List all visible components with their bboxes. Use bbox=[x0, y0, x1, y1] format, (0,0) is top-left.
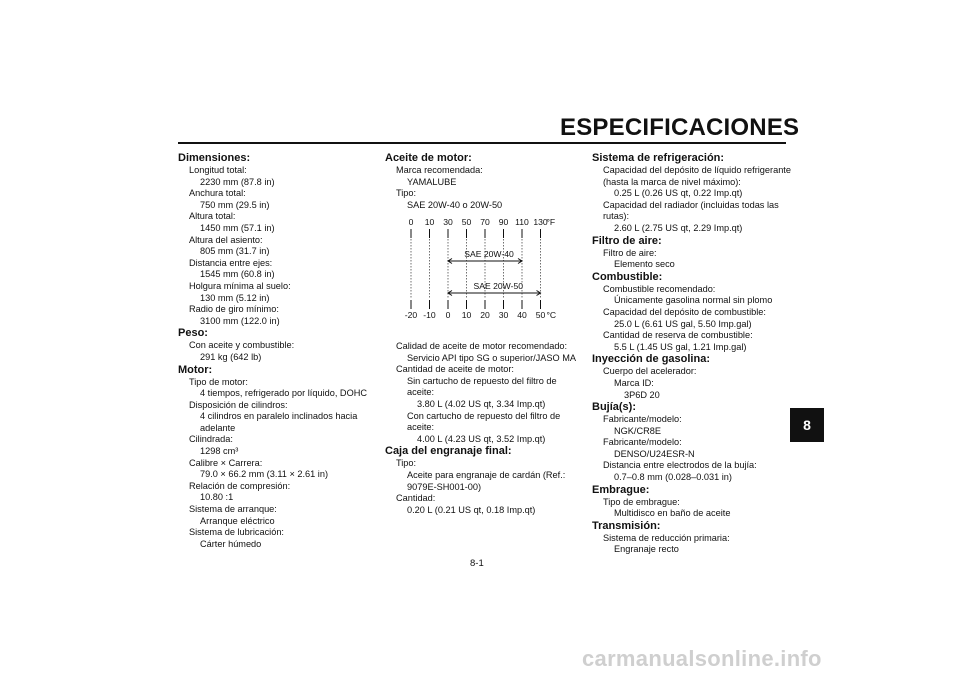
page-title: ESPECIFICACIONES bbox=[560, 114, 800, 141]
spec-value: 4.00 L (4.23 US qt, 3.52 Imp.qt) bbox=[417, 433, 546, 444]
spec-label: Combustible recomendado: bbox=[603, 283, 716, 294]
section-title-embrague: Embrague: bbox=[592, 483, 650, 496]
chart-c-tick-label: -10 bbox=[423, 310, 436, 321]
spec-value: 5.5 L (1.45 US gal, 1.21 Imp.gal) bbox=[614, 341, 747, 352]
spec-label: Distancia entre ejes: bbox=[189, 257, 273, 268]
section-title-bujia: Bujía(s): bbox=[592, 401, 636, 414]
section-title-combustible: Combustible: bbox=[592, 270, 663, 283]
spec-value: Cárter húmedo bbox=[200, 538, 262, 549]
section-title-caja: Caja del engranaje final: bbox=[385, 445, 512, 458]
chart-band-label: SAE 20W-50 bbox=[473, 281, 524, 292]
spec-value: 3100 mm (122.0 in) bbox=[200, 315, 280, 326]
spec-label: Sistema de lubricación: bbox=[189, 527, 284, 538]
spec-label: Capacidad del radiador (incluidas todas las bbox=[603, 199, 779, 210]
spec-label: Capacidad del depósito de combustible: bbox=[603, 306, 766, 317]
spec-value: 750 mm (29.5 in) bbox=[200, 199, 270, 210]
spec-value: adelante bbox=[200, 422, 236, 433]
chart-c-unit: °C bbox=[546, 310, 557, 321]
column-right bbox=[592, 152, 792, 556]
spec-value: 2230 mm (87.8 in) bbox=[200, 176, 275, 187]
spec-value: 1545 mm (60.8 in) bbox=[200, 269, 275, 280]
column-left bbox=[178, 152, 378, 550]
spec-value: 0.7–0.8 mm (0.028–0.031 in) bbox=[614, 472, 732, 483]
spec-label: Cantidad: bbox=[396, 493, 436, 504]
spec-label: Distancia entre electrodos de la bujía: bbox=[603, 460, 757, 471]
spec-value: Elemento seco bbox=[614, 259, 675, 270]
spec-value: 0.20 L (0.21 US qt, 0.18 Imp.qt) bbox=[407, 504, 536, 515]
spec-value: 2.60 L (2.75 US qt, 2.29 Imp.qt) bbox=[614, 222, 743, 233]
chart-c-tick-label: 10 bbox=[461, 310, 472, 321]
spec-label: Filtro de aire: bbox=[603, 247, 657, 258]
spec-value: 0.25 L (0.26 US qt, 0.22 Imp.qt) bbox=[614, 188, 743, 199]
spec-label: (hasta la marca de nivel máximo): bbox=[603, 176, 741, 187]
spec-value: 25.0 L (6.61 US gal, 5.50 Imp.gal) bbox=[614, 318, 752, 329]
chart-c-tick-label: 30 bbox=[498, 310, 509, 321]
spec-value: 3P6D 20 bbox=[624, 389, 660, 400]
page-number: 8-1 bbox=[470, 558, 484, 569]
spec-label: Fabricante/modelo: bbox=[603, 414, 682, 425]
spec-value: 4 cilindros en paralelo inclinados hacia bbox=[200, 411, 358, 422]
spec-value: 291 kg (642 lb) bbox=[200, 351, 262, 362]
spec-label: Relación de compresión: bbox=[189, 480, 291, 491]
spec-value: DENSO/U24ESR-N bbox=[614, 448, 695, 459]
spec-label: Calidad de aceite de motor recomendado: bbox=[396, 340, 568, 351]
spec-label: Sistema de arranque: bbox=[189, 504, 277, 515]
spec-value: YAMALUBE bbox=[407, 176, 457, 187]
spec-label: Holgura mínima al suelo: bbox=[189, 280, 291, 291]
spec-value: Servicio API tipo SG o superior/JASO MA bbox=[407, 352, 577, 363]
section-title-inyeccion: Inyección de gasolina: bbox=[592, 353, 710, 366]
chart-f-tick-label: 70 bbox=[480, 217, 490, 228]
spec-value: 805 mm (31.7 in) bbox=[200, 246, 270, 257]
spec-label: Cuerpo del acelerador: bbox=[603, 366, 697, 377]
spec-label: Cantidad de reserva de combustible: bbox=[603, 330, 753, 341]
spec-value: 79.0 × 66.2 mm (3.11 × 2.61 in) bbox=[200, 469, 329, 480]
section-title-refrigeracion: Sistema de refrigeración: bbox=[592, 152, 725, 164]
section-title-aceite: Aceite de motor: bbox=[385, 152, 472, 164]
spec-label: Calibre × Carrera: bbox=[189, 457, 263, 468]
spec-label: Tipo: bbox=[396, 188, 417, 199]
chart-f-tick-label: 110 bbox=[515, 217, 529, 228]
watermark: carmanualsonline.info bbox=[582, 646, 822, 671]
spec-value: Arranque eléctrico bbox=[200, 515, 275, 526]
spec-value: 4 tiempos, refrigerado por líquido, DOHC bbox=[200, 388, 367, 399]
spec-value: 10.80 :1 bbox=[200, 492, 234, 503]
spec-value: Multidisco en baño de aceite bbox=[614, 508, 731, 519]
spec-label: Cilindrada: bbox=[189, 434, 233, 445]
chart-c-tick-label: 0 bbox=[445, 310, 451, 321]
section-title-dimensiones: Dimensiones: bbox=[178, 152, 251, 164]
chart-f-tick-label: 30 bbox=[443, 217, 453, 228]
spec-label: Tipo de embrague: bbox=[603, 496, 680, 507]
spec-value: NGK/CR8E bbox=[614, 425, 661, 436]
chart-f-tick-label: 130 bbox=[533, 217, 548, 228]
chapter-tab: 8 bbox=[790, 408, 824, 442]
spec-label: Tipo de motor: bbox=[189, 376, 248, 387]
spec-value: 1298 cm³ bbox=[200, 446, 239, 457]
spec-value: SAE 20W-40 o 20W-50 bbox=[407, 199, 503, 210]
spec-label: aceite: bbox=[407, 422, 435, 433]
spec-label: Altura total: bbox=[189, 211, 236, 222]
spec-label: Fabricante/modelo: bbox=[603, 437, 682, 448]
spec-value: 1450 mm (57.1 in) bbox=[200, 222, 275, 233]
spec-value: Únicamente gasolina normal sin plomo bbox=[614, 295, 773, 306]
chart-c-tick-label: 50 bbox=[535, 310, 546, 321]
spec-label: Con aceite y combustible: bbox=[189, 340, 295, 351]
chart-f-tick-label: 0 bbox=[408, 217, 414, 228]
chart-f-tick-label: 90 bbox=[498, 217, 509, 228]
chart-f-unit: °F bbox=[546, 217, 556, 228]
spec-label: Altura del asiento: bbox=[189, 234, 263, 245]
section-title-motor: Motor: bbox=[178, 363, 213, 376]
chart-c-tick-label: 20 bbox=[480, 310, 490, 321]
spec-value: 130 mm (5.12 in) bbox=[200, 292, 270, 303]
chart-c-tick-label: 40 bbox=[517, 310, 527, 321]
spec-label: Sistema de reducción primaria: bbox=[603, 532, 730, 543]
spec-label: rutas): bbox=[603, 211, 630, 222]
header-rule bbox=[178, 142, 786, 144]
chart-f-tick-label: 50 bbox=[461, 217, 472, 228]
spec-label: Capacidad del depósito de líquido refrigerante bbox=[603, 165, 791, 175]
chart-f-tick-label: 10 bbox=[424, 217, 435, 228]
spec-label: Marca recomendada: bbox=[396, 165, 483, 175]
chart-band-label: SAE 20W-40 bbox=[464, 249, 514, 260]
spec-value: Engranaje recto bbox=[614, 544, 679, 555]
spec-label: Disposición de cilindros: bbox=[189, 399, 288, 410]
spec-value: 9079E-SH001-00) bbox=[407, 481, 482, 492]
spec-label: Con cartucho de repuesto del filtro de bbox=[407, 410, 561, 421]
column-middle bbox=[385, 152, 585, 516]
spec-value: Aceite para engranaje de cardán (Ref.: bbox=[407, 469, 566, 480]
spec-label: Marca ID: bbox=[614, 377, 654, 388]
section-title-peso: Peso: bbox=[178, 327, 208, 340]
spec-label: Cantidad de aceite de motor: bbox=[396, 364, 514, 375]
spec-label: Longitud total: bbox=[189, 165, 247, 175]
spec-value: 3.80 L (4.02 US qt, 3.34 Imp.qt) bbox=[417, 398, 546, 409]
spec-label: Tipo: bbox=[396, 458, 417, 469]
section-title-filtro: Filtro de aire: bbox=[592, 234, 662, 247]
oil-viscosity-chart bbox=[395, 217, 575, 329]
spec-label: Radio de giro mínimo: bbox=[189, 304, 279, 315]
spec-label: Anchura total: bbox=[189, 188, 246, 199]
section-title-transmision: Transmisión: bbox=[592, 519, 661, 532]
spec-label: aceite: bbox=[407, 387, 435, 398]
chart-c-tick-label: -20 bbox=[404, 310, 418, 321]
spec-label: Sin cartucho de repuesto del filtro de bbox=[407, 375, 557, 386]
